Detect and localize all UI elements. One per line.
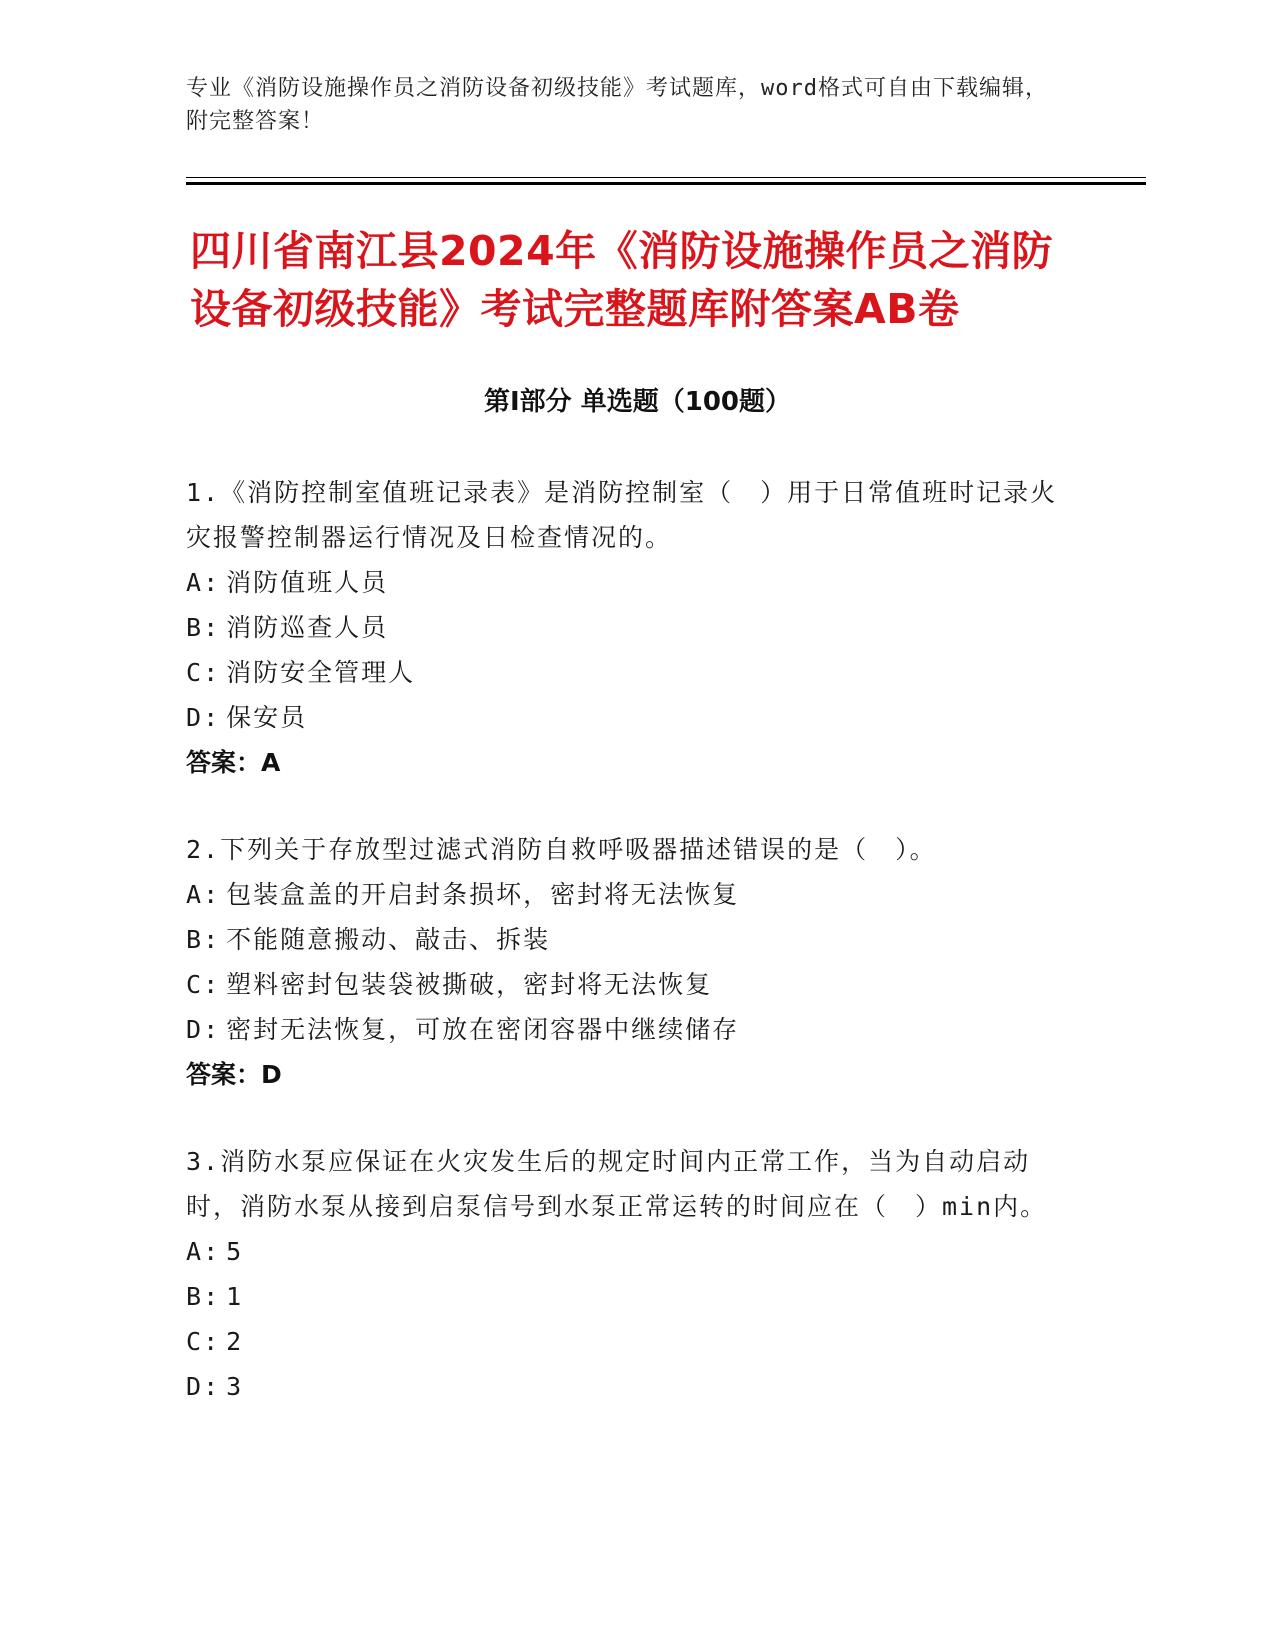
option-key: D bbox=[186, 703, 204, 732]
question-2 bbox=[186, 827, 1066, 1097]
option-a: A: 包装盒盖的开启封条损坏，密封将无法恢复 bbox=[186, 880, 740, 909]
option-text: 密封无法恢复，可放在密闭容器中继续储存 bbox=[226, 1015, 740, 1044]
option-key: B bbox=[186, 613, 204, 642]
option-b: B: 消防巡查人员 bbox=[186, 613, 389, 642]
question-stem: 2.下列关于存放型过滤式消防自救呼吸器描述错误的是（ ）。 bbox=[186, 835, 937, 864]
option-key: C bbox=[186, 658, 204, 687]
option-c: C: 消防安全管理人 bbox=[186, 658, 416, 687]
question-stem: 3.消防水泵应保证在火灾发生后的规定时间内正常工作，当为自动启动时，消防水泵从接到启泵信号到水泵正常运转的时间应在（ ）min内。 bbox=[186, 1147, 1048, 1221]
answer: 答案：A bbox=[186, 748, 281, 777]
option-text: 包装盒盖的开启封条损坏，密封将无法恢复 bbox=[226, 880, 740, 909]
header-note: 专业《消防设施操作员之消防设备初级技能》考试题库，word格式可自由下载编辑，附完整答案！ bbox=[186, 76, 1048, 134]
option-key: B bbox=[186, 1282, 204, 1311]
option-key: A bbox=[186, 1237, 204, 1266]
question-stem: 1.《消防控制室值班记录表》是消防控制室（ ）用于日常值班时记录火灾报警控制器运行情况及日检查情况的。 bbox=[186, 478, 1058, 552]
option-text: 2 bbox=[226, 1327, 244, 1356]
option-key: D bbox=[186, 1015, 204, 1044]
option-d: D: 保安员 bbox=[186, 703, 308, 732]
question-list bbox=[186, 470, 1066, 1451]
header-rule-thin bbox=[186, 177, 1146, 178]
document-title: 四川省南江县2024年《消防设施操作员之消防设备初级技能》考试完整题库附答案AB卷 bbox=[190, 227, 1054, 333]
question-3 bbox=[186, 1139, 1066, 1409]
option-a: A: 5 bbox=[186, 1237, 244, 1266]
header-rule-thick bbox=[186, 182, 1146, 185]
option-key: B bbox=[186, 925, 204, 954]
option-d: D: 3 bbox=[186, 1372, 244, 1401]
option-c: C: 塑料密封包装袋被撕破，密封将无法恢复 bbox=[186, 970, 713, 999]
option-text: 保安员 bbox=[226, 703, 308, 732]
option-text: 消防巡查人员 bbox=[226, 613, 389, 642]
option-text: 消防安全管理人 bbox=[226, 658, 416, 687]
section-heading: 第I部分 单选题（100题） bbox=[484, 387, 791, 417]
option-key: A bbox=[186, 568, 204, 597]
option-d: D: 密封无法恢复，可放在密闭容器中继续储存 bbox=[186, 1015, 740, 1044]
option-key: D bbox=[186, 1372, 204, 1401]
question-1 bbox=[186, 470, 1066, 785]
option-key: A bbox=[186, 880, 204, 909]
option-b: B: 不能随意搬动、敲击、拆装 bbox=[186, 925, 551, 954]
option-key: C bbox=[186, 970, 204, 999]
option-text: 塑料密封包装袋被撕破，密封将无法恢复 bbox=[226, 970, 713, 999]
option-b: B: 1 bbox=[186, 1282, 244, 1311]
option-c: C: 2 bbox=[186, 1327, 244, 1356]
option-text: 3 bbox=[226, 1372, 244, 1401]
option-a: A: 消防值班人员 bbox=[186, 568, 389, 597]
option-text: 消防值班人员 bbox=[226, 568, 389, 597]
option-key: C bbox=[186, 1327, 204, 1356]
answer: 答案：D bbox=[186, 1060, 282, 1089]
option-text: 5 bbox=[226, 1237, 244, 1266]
option-text: 不能随意搬动、敲击、拆装 bbox=[226, 925, 551, 954]
option-text: 1 bbox=[226, 1282, 244, 1311]
